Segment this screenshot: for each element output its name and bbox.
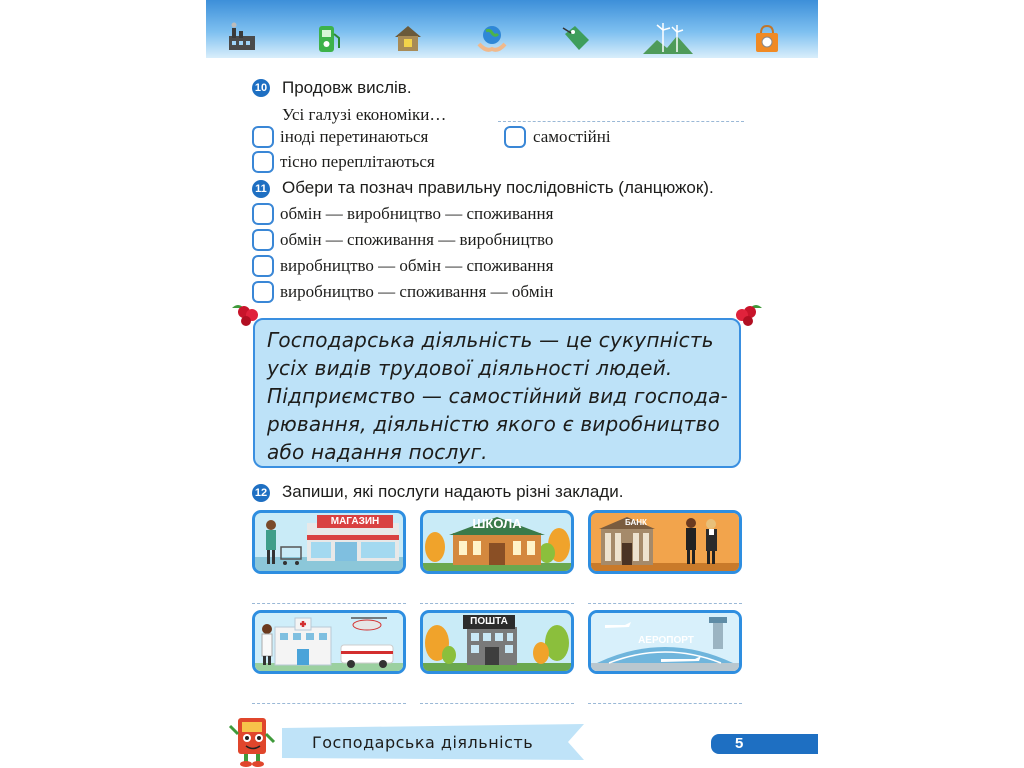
answer-line-shop[interactable]	[252, 603, 406, 604]
question-12-number: 12	[252, 484, 270, 502]
price-tag-icon	[561, 22, 593, 54]
page-number: 5	[735, 735, 744, 752]
airport-picture	[588, 610, 742, 674]
q11-option-label: виробництво — обмін — споживання	[280, 256, 554, 275]
answer-line-airport[interactable]	[588, 703, 742, 704]
checkbox-q10-option-2[interactable]	[504, 126, 526, 148]
workbook-page	[206, 0, 818, 768]
school-picture	[420, 510, 574, 574]
definition-line: Підприємство — самостійний вид господа-	[267, 384, 728, 408]
page-number-tab	[711, 734, 818, 754]
answer-line[interactable]	[498, 121, 744, 122]
post-office-sign: ПОШТА	[463, 615, 515, 629]
bank-sign: БАНК	[625, 518, 647, 527]
bank-picture	[588, 510, 742, 574]
q10-option-label: самостійні	[533, 127, 611, 146]
question-10-number: 10	[252, 79, 270, 97]
question-12-title: Запиши, які послуги надають різні заклади.	[282, 482, 624, 501]
berries-icon-right	[730, 300, 764, 328]
section-title: Господарська діяльність	[312, 733, 534, 752]
question-10-title: Продовж вислів.	[282, 78, 412, 97]
definition-line: або надання послуг.	[267, 440, 488, 464]
q11-option-label: обмін — споживання — виробництво	[280, 230, 554, 249]
q11-option-label: виробництво — споживання — обмін	[280, 282, 554, 301]
checkbox-q11-option-3[interactable]	[252, 255, 274, 277]
airport-sign: АЕРОПОРТ	[638, 635, 694, 646]
checkbox-q11-option-2[interactable]	[252, 229, 274, 251]
answer-line-school[interactable]	[420, 603, 574, 604]
q11-option-label: обмін — виробництво — споживання	[280, 204, 554, 223]
shop-picture	[252, 510, 406, 574]
question-11-number: 11	[252, 180, 270, 198]
school-sign: ШКОЛА	[472, 516, 522, 531]
fuel-station-icon	[312, 22, 344, 54]
berries-icon-left	[230, 300, 264, 328]
top-banner	[206, 0, 818, 58]
factory-icon	[226, 22, 258, 54]
book-mascot-icon	[228, 712, 280, 768]
post-office-picture	[420, 610, 574, 674]
hospital-picture	[252, 610, 406, 674]
checkbox-q10-option-3[interactable]	[252, 151, 274, 173]
answer-line-post-office[interactable]	[420, 703, 574, 704]
q10-option-label: іноді перетинаються	[280, 127, 429, 146]
house-icon	[392, 22, 424, 54]
wind-turbines-icon	[643, 22, 693, 54]
q10-option-label: тісно переплітаються	[280, 152, 435, 171]
question-11-title: Обери та познач правильну послідовність (ланцюжок).	[282, 178, 714, 197]
answer-line-bank[interactable]	[588, 603, 742, 604]
definition-line: Господарська діяльність — це сукупність	[267, 328, 714, 352]
definition-line: усіх видів трудової діяльності людей.	[267, 356, 673, 380]
globe-hands-icon	[476, 22, 508, 54]
checkbox-q11-option-1[interactable]	[252, 203, 274, 225]
definition-line: рювання, діяльністю якого є виробництво	[267, 412, 720, 436]
shopping-bag-icon	[751, 22, 783, 54]
answer-line-hospital[interactable]	[252, 703, 406, 704]
shop-sign: МАГАЗИН	[317, 515, 393, 528]
question-10-prompt: Усі галузі економіки…	[282, 105, 447, 124]
definition-box	[253, 318, 741, 468]
checkbox-q10-option-1[interactable]	[252, 126, 274, 148]
